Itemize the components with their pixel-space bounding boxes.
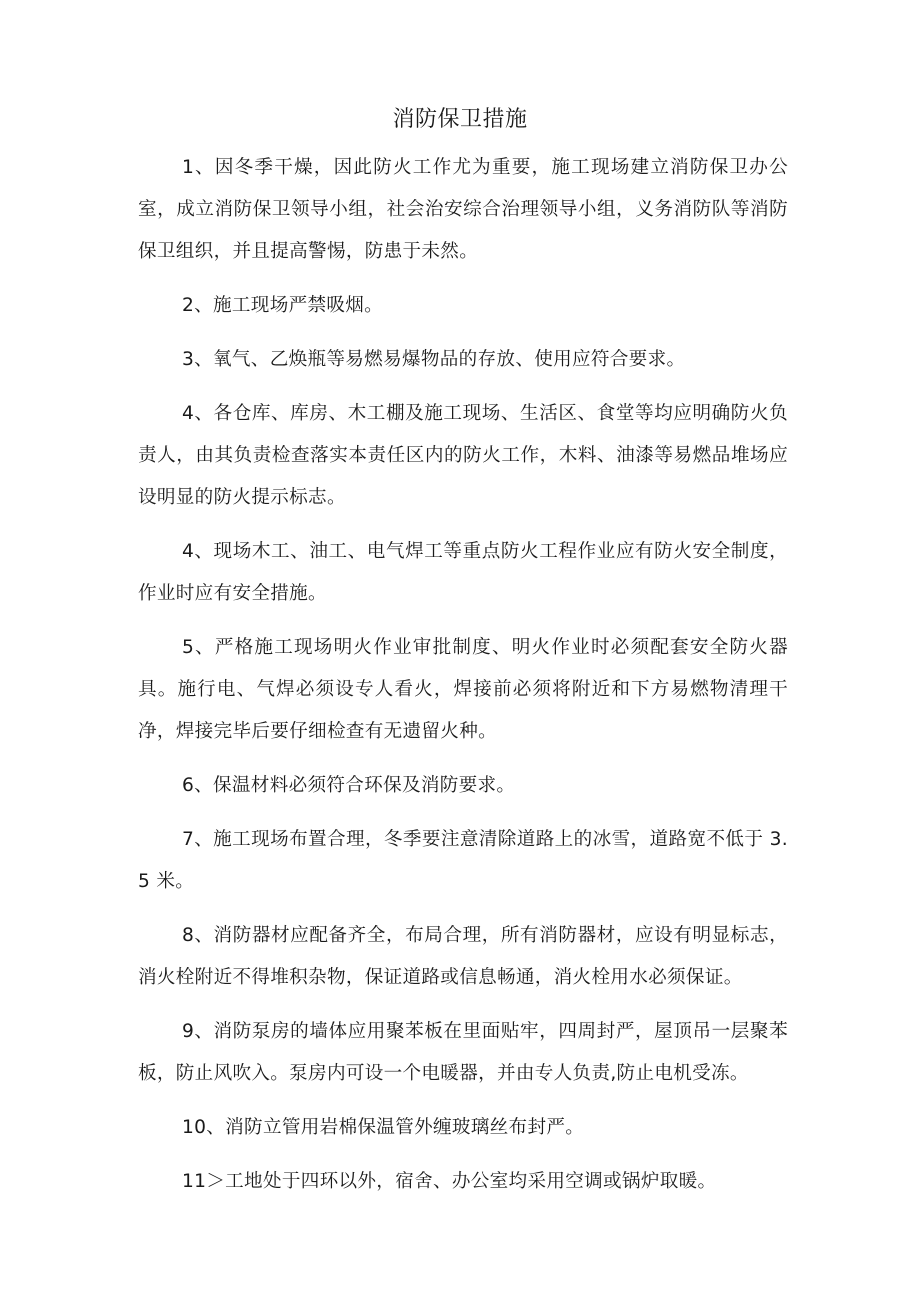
paragraph-item-8: 8、消防器材应配备齐全，布局合理，所有消防器材，应设有明显标志，消火栓附近不得堆积杂物，保证道路或信息畅通，消火栓用水必须保证。: [138, 925, 788, 988]
paragraph-item-9: 9、消防泵房的墙体应用聚苯板在里面贴牢，四周封严，屋顶吊一层聚苯板，防止风吹入。泵房内可设一个电暖器，并由专人负责,防止电机受冻。: [138, 1021, 788, 1084]
paragraph-item-7: 7、施工现场布置合理，冬季要注意清除道路上的冰雪，道路宽不低于 3.5 米。: [138, 829, 788, 892]
paragraph-item-11: 11＞工地处于四环以外，宿舍、办公室均采用空调或锅炉取暖。: [182, 1171, 717, 1192]
paragraph-item-4b: 4、现场木工、油工、电气焊工等重点防火工程作业应有防火安全制度，作业时应有安全措施。: [138, 541, 788, 604]
paragraph-item-6: 6、保温材料必须符合环保及消防要求。: [182, 775, 516, 796]
paragraph-item-4a: 4、各仓库、库房、木工棚及施工现场、生活区、食堂等均应明确防火负责人，由其负责检查落实本责任区内的防火工作，木料、油漆等易燃品堆场应设明显的防火提示标志。: [138, 403, 788, 508]
paragraph-item-1: 1、因冬季干燥，因此防火工作尤为重要，施工现场建立消防保卫办公室，成立消防保卫领导小组，社会治安综合治理领导小组，义务消防队等消防保卫组织，并且提高警惕，防患于未然。: [138, 157, 788, 262]
paragraph-item-3: 3、氧气、乙焕瓶等易燃易爆物品的存放、使用应符合要求。: [182, 349, 686, 370]
paragraph-item-10: 10、消防立管用岩棉保温管外缠玻璃丝布封严。: [182, 1117, 585, 1138]
paragraph-item-2: 2、施工现场严禁吸烟。: [182, 295, 384, 316]
page-title: 消防保卫措施: [392, 107, 528, 132]
document-body: [138, 147, 788, 1215]
paragraph-item-5: 5、严格施工现场明火作业审批制度、明火作业时必须配套安全防火器具。施行电、气焊必须设专人看火，焊接前必须将附近和下方易燃物清理干净，焊接完毕后要仔细检查有无遗留火种。: [138, 637, 788, 742]
